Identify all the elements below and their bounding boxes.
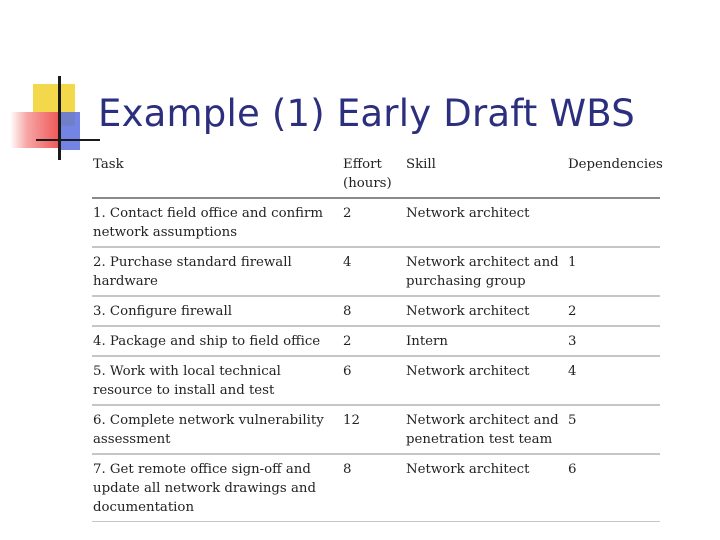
table-row [92,296,660,326]
decorative-vertical-line [58,76,61,160]
table-row [92,198,660,247]
skill-cell: Network architect and penetration test team [406,413,559,447]
effort-cell: 6 [343,364,352,379]
table-row [92,454,660,522]
decorative-horizontal-line [36,139,100,141]
skill-cell: Network architect [406,206,530,221]
dependencies-cell: 2 [568,304,577,319]
task-cell: 6. Complete network vulnerability assessment [93,413,324,447]
effort-cell: 2 [343,334,352,349]
task-cell: 4. Package and ship to field office [93,334,321,349]
effort-cell: 2 [343,206,352,221]
effort-cell: 8 [343,304,352,319]
column-header-effort: Effort (hours) [343,157,392,191]
column-header-task: Task [93,157,124,172]
decorative-blue-square [58,112,80,150]
skill-cell: Intern [406,334,448,349]
skill-cell: Network architect [406,364,530,379]
dependencies-cell: 3 [568,334,577,349]
dependencies-cell: 6 [568,462,577,477]
wbs-table [92,153,663,522]
column-header-skill: Skill [406,157,436,172]
column-header-dependencies: Dependencies [568,157,663,172]
table-header-row [92,153,660,198]
dependencies-cell: 5 [568,413,577,428]
table-row [92,247,660,296]
decorative-red-gradient-bar [10,112,58,148]
dependencies-cell: 1 [568,255,577,270]
skill-cell: Network architect [406,304,530,319]
table-row [92,405,660,454]
dependencies-cell [568,198,660,247]
effort-cell: 12 [343,413,360,428]
table-row [92,356,660,405]
task-cell: 7. Get remote office sign-off and update all network drawings and documentation [93,462,316,515]
task-cell: 1. Contact field office and confirm network assumptions [93,206,324,240]
task-cell: 3. Configure firewall [93,304,232,319]
slide-title: Example (1) Early Draft WBS [98,92,635,135]
table-row [92,326,660,356]
task-cell: 2. Purchase standard firewall hardware [93,255,292,289]
effort-cell: 8 [343,462,352,477]
task-cell: 5. Work with local technical resource to install and test [93,364,281,398]
dependencies-cell: 4 [568,364,577,379]
skill-cell: Network architect [406,462,530,477]
skill-cell: Network architect and purchasing group [406,255,559,289]
effort-cell: 4 [343,255,352,270]
